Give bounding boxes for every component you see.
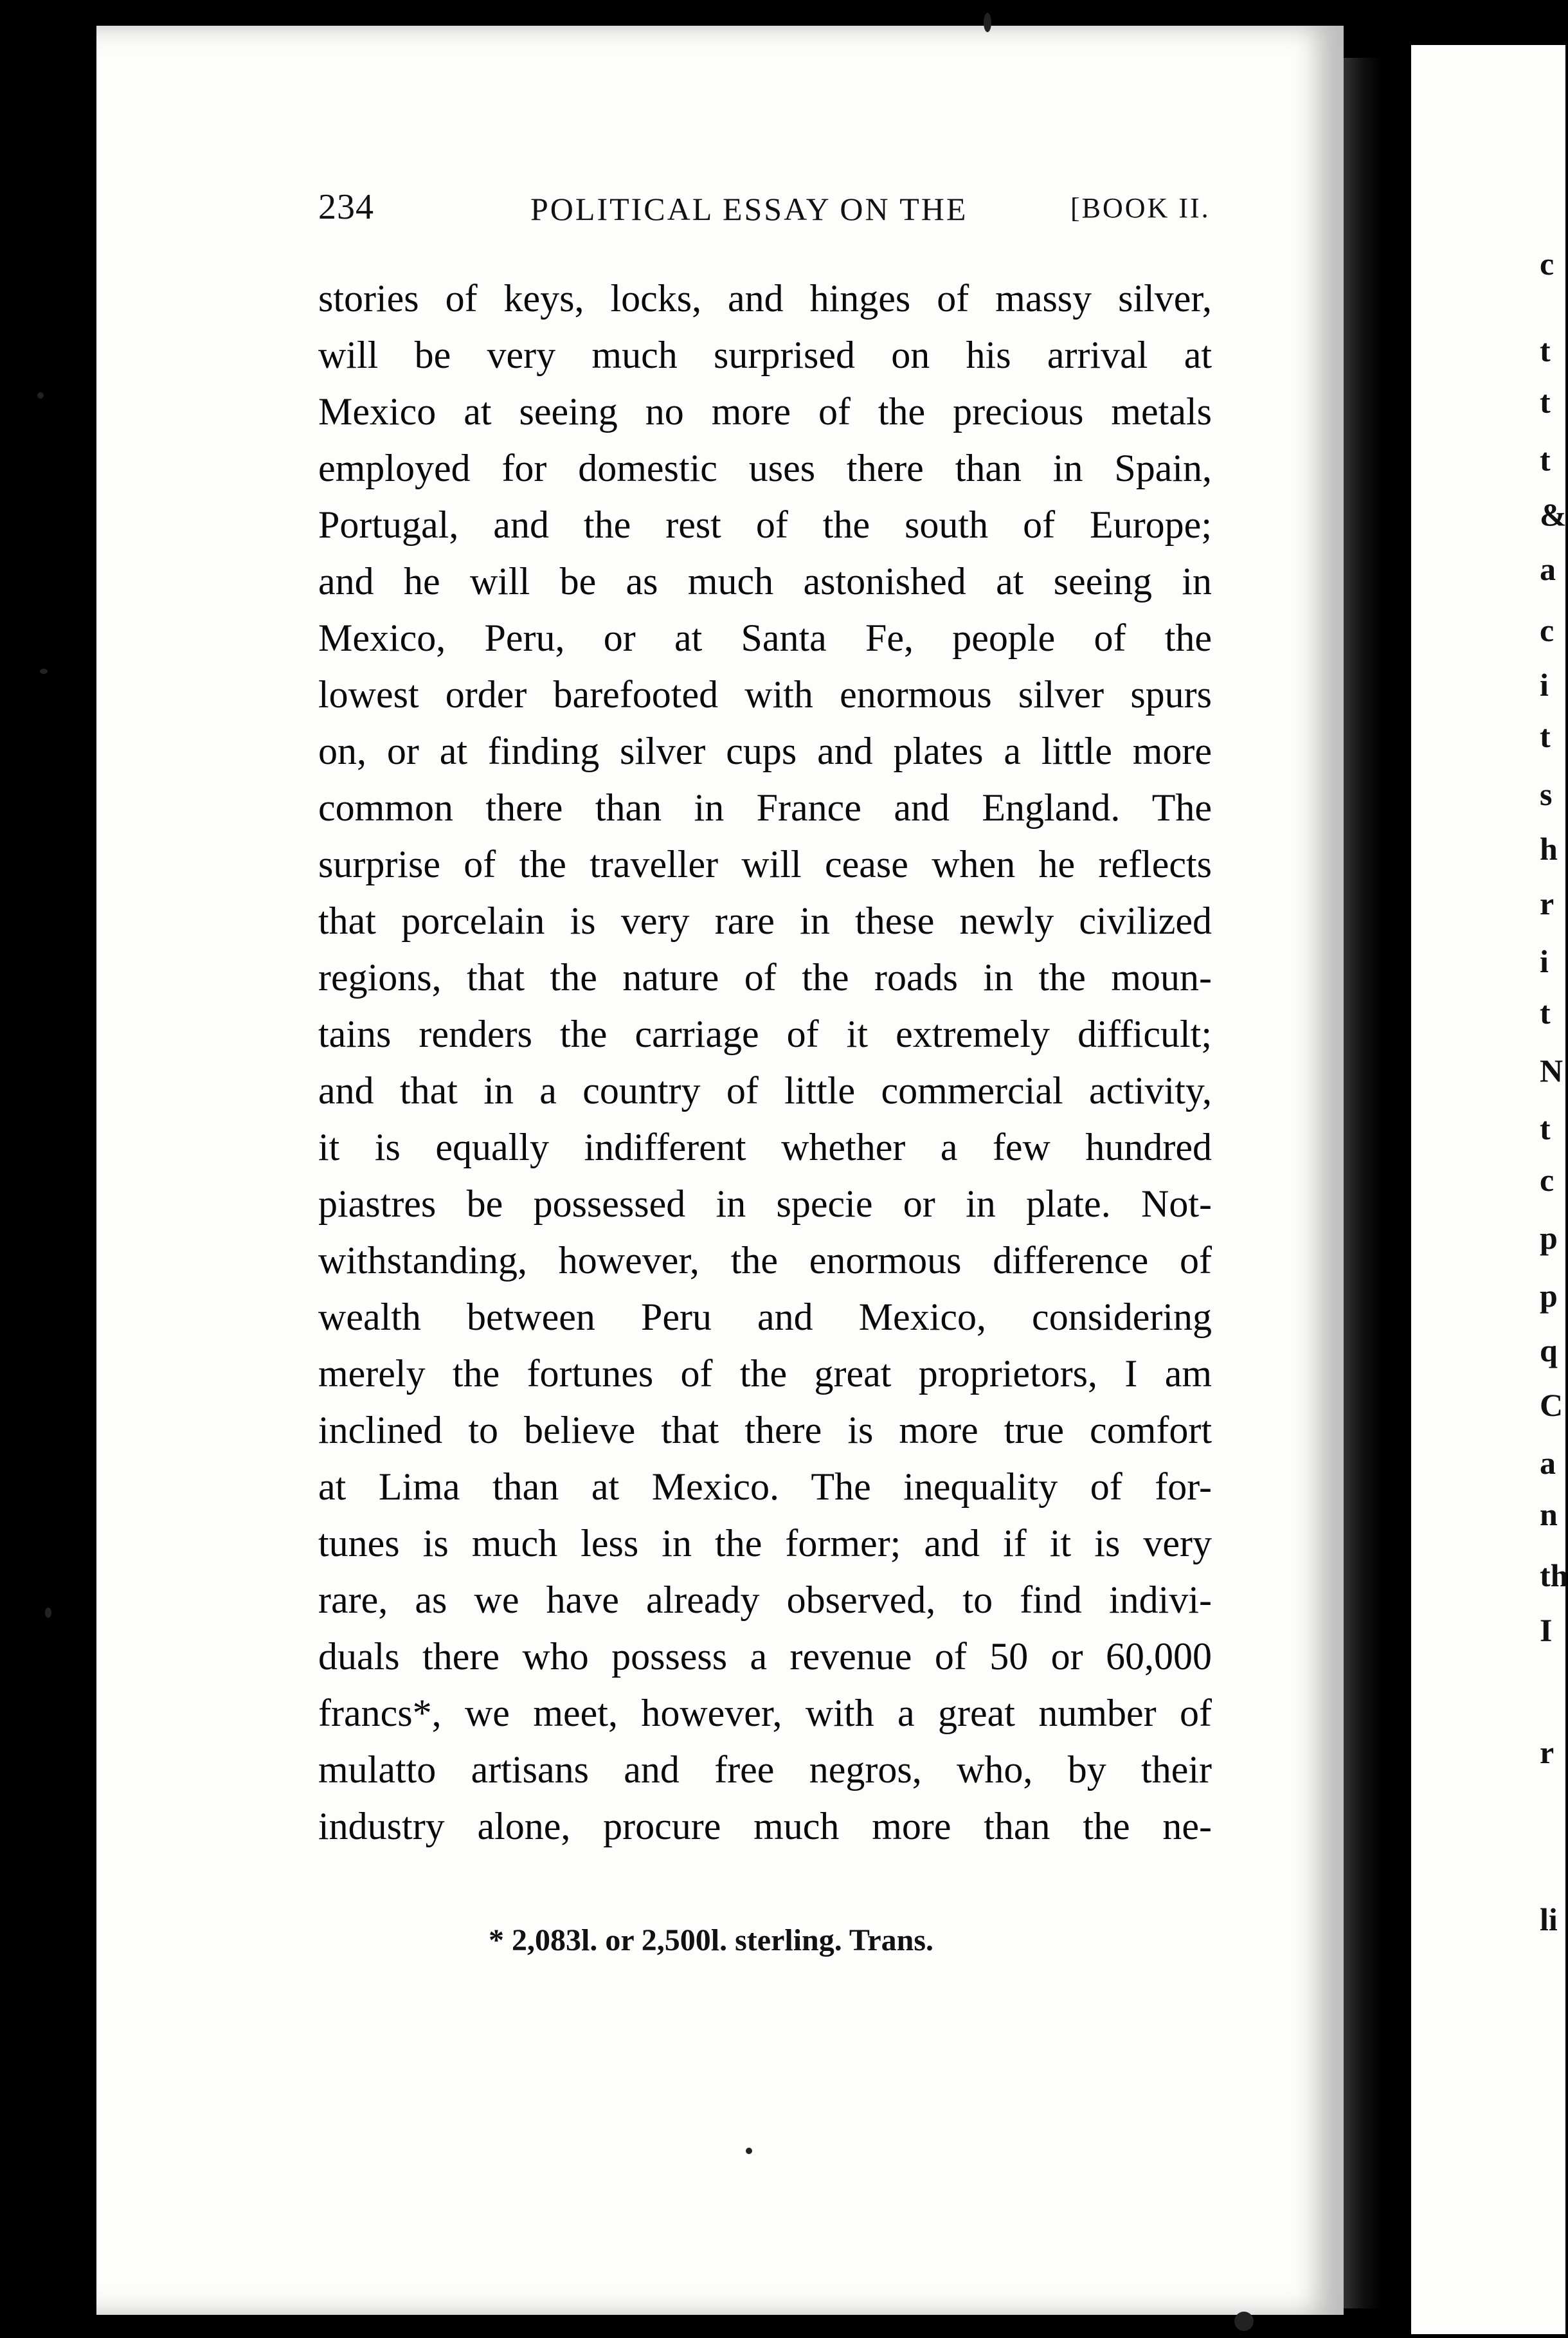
text-line: and that in a country of little commercial activity, bbox=[318, 1069, 1212, 1112]
scan-speck bbox=[746, 2148, 752, 2154]
text-line: mulatto artisans and free negros, who, by their bbox=[318, 1748, 1212, 1791]
text-line: piastres be possessed in specie or in plate. Not- bbox=[318, 1183, 1212, 1225]
margin-letter: c bbox=[1540, 612, 1554, 648]
margin-letter: t bbox=[1540, 384, 1551, 420]
margin-letter: i bbox=[1540, 943, 1549, 979]
margin-letter: q bbox=[1540, 1332, 1558, 1368]
text-line: duals there who possess a revenue of 50 or 60,000 bbox=[318, 1635, 1212, 1678]
text-line: regions, that the nature of the roads in the moun- bbox=[318, 956, 1212, 999]
scan-speck bbox=[45, 1608, 51, 1618]
margin-letter: p bbox=[1540, 1278, 1558, 1314]
text-line: rare, as we have already observed, to find indivi- bbox=[318, 1579, 1212, 1621]
right-page-margin-letters bbox=[1540, 0, 1568, 2338]
text-line: francs*, we meet, however, with a great number of bbox=[318, 1692, 1212, 1734]
margin-letter: t bbox=[1540, 718, 1551, 754]
text-line: industry alone, procure much more than the ne- bbox=[318, 1805, 1212, 1847]
margin-letter: p bbox=[1540, 1220, 1558, 1256]
text-line: stories of keys, locks, and hinges of massy silver, bbox=[318, 277, 1212, 320]
margin-letter: li bbox=[1540, 1901, 1558, 1937]
running-head bbox=[318, 186, 1218, 238]
text-line: Mexico, Peru, or at Santa Fe, people of the bbox=[318, 617, 1212, 659]
margin-letter: c bbox=[1540, 1162, 1554, 1198]
text-line: it is equally indifferent whether a few hundred bbox=[318, 1126, 1212, 1168]
margin-letter: a bbox=[1540, 1445, 1556, 1481]
text-line: tunes is much less in the former; and if it is very bbox=[318, 1522, 1212, 1564]
text-line: inclined to believe that there is more true comfort bbox=[318, 1409, 1212, 1451]
text-line: withstanding, however, the enormous difference of bbox=[318, 1239, 1212, 1282]
margin-letter: t bbox=[1540, 1110, 1551, 1146]
margin-letter: & bbox=[1540, 496, 1567, 532]
book-gutter bbox=[1344, 58, 1382, 2308]
margin-letter: I bbox=[1540, 1612, 1553, 1648]
text-line: surprise of the traveller will cease when he reflects bbox=[318, 843, 1212, 885]
text-line: wealth between Peru and Mexico, considering bbox=[318, 1296, 1212, 1338]
text-line: common there than in France and England. The bbox=[318, 786, 1212, 829]
margin-letter: h bbox=[1540, 831, 1558, 867]
margin-letter: t bbox=[1540, 995, 1551, 1031]
margin-letter: t bbox=[1540, 442, 1551, 478]
text-line: Portugal, and the rest of the south of Europe; bbox=[318, 503, 1212, 546]
margin-letter: a bbox=[1540, 551, 1556, 587]
text-line: merely the fortunes of the great proprietors, I am bbox=[318, 1352, 1212, 1395]
body-text bbox=[318, 270, 1212, 1854]
margin-letter: th bbox=[1540, 1557, 1568, 1593]
margin-letter: N bbox=[1540, 1053, 1563, 1089]
margin-letter: c bbox=[1540, 246, 1554, 282]
scan-speck bbox=[40, 669, 48, 674]
text-line: at Lima than at Mexico. The inequality of for- bbox=[318, 1465, 1212, 1508]
text-line: that porcelain is very rare in these newly civilized bbox=[318, 900, 1212, 942]
scan-speck bbox=[37, 392, 44, 399]
margin-letter: C bbox=[1540, 1387, 1563, 1423]
text-line: lowest order barefooted with enormous silver spurs bbox=[318, 673, 1212, 716]
margin-letter: i bbox=[1540, 667, 1549, 703]
scan-speck bbox=[984, 13, 991, 32]
footnote: * 2,083l. or 2,500l. sterling. Trans. bbox=[489, 1923, 934, 1957]
margin-letter: r bbox=[1540, 885, 1554, 921]
scan-speck bbox=[1234, 2312, 1254, 2331]
text-line: and he will be as much astonished at seeing in bbox=[318, 560, 1212, 603]
text-line: tains renders the carriage of it extremely difficult; bbox=[318, 1013, 1212, 1055]
text-line: Mexico at seeing no more of the precious metals bbox=[318, 390, 1212, 433]
book-label: [BOOK II. bbox=[1070, 192, 1211, 224]
margin-letter: t bbox=[1540, 332, 1551, 368]
page-number: 234 bbox=[318, 187, 374, 227]
text-line: will be very much surprised on his arrival at bbox=[318, 334, 1212, 376]
margin-letter: n bbox=[1540, 1496, 1558, 1532]
margin-letter: s bbox=[1540, 776, 1553, 812]
text-line: employed for domestic uses there than in Spain, bbox=[318, 447, 1212, 489]
text-line: on, or at finding silver cups and plates a little more bbox=[318, 730, 1212, 772]
running-title: POLITICAL ESSAY ON THE bbox=[530, 191, 968, 227]
margin-letter: r bbox=[1540, 1734, 1554, 1770]
